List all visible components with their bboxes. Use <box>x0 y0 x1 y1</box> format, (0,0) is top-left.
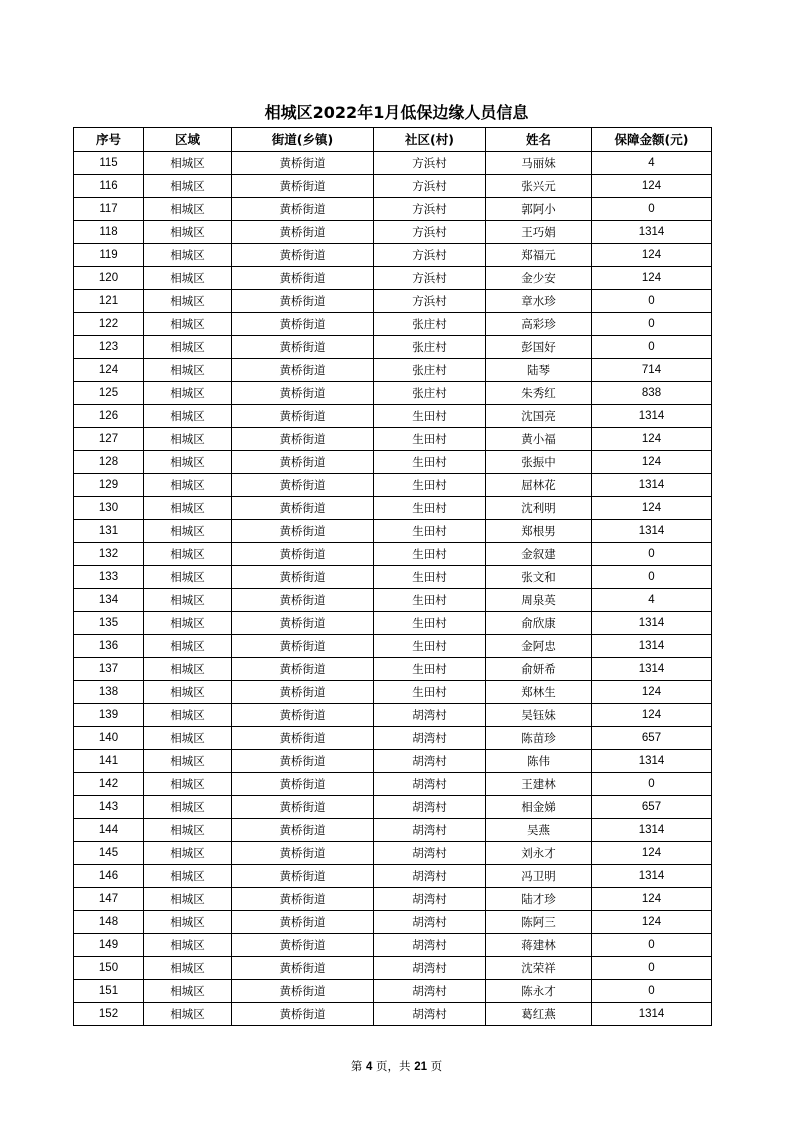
cell-seq: 149 <box>74 934 144 957</box>
page-footer <box>0 1058 793 1075</box>
cell-seq: 116 <box>74 175 144 198</box>
cell-name: 高彩珍 <box>486 313 592 336</box>
cell-seq: 145 <box>74 842 144 865</box>
table-row <box>74 543 712 566</box>
cell-district: 相城区 <box>144 842 232 865</box>
table-body <box>74 152 712 1026</box>
cell-district: 相城区 <box>144 566 232 589</box>
cell-seq: 119 <box>74 244 144 267</box>
cell-name: 彭国好 <box>486 336 592 359</box>
cell-street: 黄桥街道 <box>232 382 374 405</box>
cell-name: 王巧娟 <box>486 221 592 244</box>
cell-amount: 838 <box>592 382 712 405</box>
cell-seq: 135 <box>74 612 144 635</box>
cell-seq: 137 <box>74 658 144 681</box>
cell-community: 方浜村 <box>374 198 486 221</box>
table-row <box>74 796 712 819</box>
cell-community: 方浜村 <box>374 267 486 290</box>
cell-seq: 125 <box>74 382 144 405</box>
cell-community: 生田村 <box>374 635 486 658</box>
cell-community: 方浜村 <box>374 152 486 175</box>
cell-street: 黄桥街道 <box>232 681 374 704</box>
cell-name: 郑福元 <box>486 244 592 267</box>
cell-amount: 1314 <box>592 750 712 773</box>
cell-seq: 144 <box>74 819 144 842</box>
cell-name: 相金娣 <box>486 796 592 819</box>
cell-seq: 141 <box>74 750 144 773</box>
cell-street: 黄桥街道 <box>232 497 374 520</box>
cell-community: 生田村 <box>374 658 486 681</box>
table-row <box>74 934 712 957</box>
cell-name: 葛红燕 <box>486 1003 592 1026</box>
table-row <box>74 290 712 313</box>
cell-amount: 0 <box>592 957 712 980</box>
table-row <box>74 382 712 405</box>
cell-community: 生田村 <box>374 497 486 520</box>
cell-district: 相城区 <box>144 221 232 244</box>
cell-name: 吴钰妹 <box>486 704 592 727</box>
cell-name: 冯卫明 <box>486 865 592 888</box>
cell-street: 黄桥街道 <box>232 865 374 888</box>
cell-seq: 120 <box>74 267 144 290</box>
table-row <box>74 336 712 359</box>
cell-community: 胡湾村 <box>374 704 486 727</box>
table-row <box>74 980 712 1003</box>
cell-name: 陆才珍 <box>486 888 592 911</box>
cell-amount: 0 <box>592 336 712 359</box>
cell-seq: 131 <box>74 520 144 543</box>
cell-name: 沈荣祥 <box>486 957 592 980</box>
cell-street: 黄桥街道 <box>232 980 374 1003</box>
table-row <box>74 727 712 750</box>
table-row <box>74 359 712 382</box>
table-row <box>74 221 712 244</box>
cell-district: 相城区 <box>144 474 232 497</box>
table-row <box>74 313 712 336</box>
cell-street: 黄桥街道 <box>232 428 374 451</box>
header-community: 社区(村) <box>374 128 486 152</box>
cell-district: 相城区 <box>144 198 232 221</box>
cell-amount: 4 <box>592 589 712 612</box>
cell-street: 黄桥街道 <box>232 359 374 382</box>
cell-community: 生田村 <box>374 474 486 497</box>
cell-district: 相城区 <box>144 520 232 543</box>
cell-seq: 127 <box>74 428 144 451</box>
cell-street: 黄桥街道 <box>232 543 374 566</box>
cell-amount: 124 <box>592 175 712 198</box>
cell-district: 相城区 <box>144 865 232 888</box>
cell-seq: 151 <box>74 980 144 1003</box>
header-street: 街道(乡镇) <box>232 128 374 152</box>
table-row <box>74 842 712 865</box>
cell-amount: 4 <box>592 152 712 175</box>
table-row <box>74 152 712 175</box>
cell-community: 方浜村 <box>374 244 486 267</box>
header-seq: 序号 <box>74 128 144 152</box>
cell-amount: 1314 <box>592 635 712 658</box>
cell-seq: 147 <box>74 888 144 911</box>
cell-district: 相城区 <box>144 704 232 727</box>
table-row <box>74 773 712 796</box>
cell-amount: 124 <box>592 451 712 474</box>
cell-name: 郑根男 <box>486 520 592 543</box>
cell-amount: 1314 <box>592 865 712 888</box>
cell-street: 黄桥街道 <box>232 842 374 865</box>
cell-district: 相城区 <box>144 428 232 451</box>
cell-name: 陆琴 <box>486 359 592 382</box>
cell-seq: 118 <box>74 221 144 244</box>
cell-street: 黄桥街道 <box>232 221 374 244</box>
header-district: 区域 <box>144 128 232 152</box>
cell-name: 周泉英 <box>486 589 592 612</box>
cell-name: 陈阿三 <box>486 911 592 934</box>
table-row <box>74 451 712 474</box>
cell-street: 黄桥街道 <box>232 796 374 819</box>
cell-community: 胡湾村 <box>374 865 486 888</box>
cell-district: 相城区 <box>144 589 232 612</box>
cell-street: 黄桥街道 <box>232 658 374 681</box>
cell-district: 相城区 <box>144 934 232 957</box>
cell-name: 王建林 <box>486 773 592 796</box>
cell-seq: 117 <box>74 198 144 221</box>
table-row <box>74 704 712 727</box>
cell-street: 黄桥街道 <box>232 405 374 428</box>
cell-street: 黄桥街道 <box>232 819 374 842</box>
cell-name: 金叙建 <box>486 543 592 566</box>
cell-community: 胡湾村 <box>374 773 486 796</box>
cell-seq: 146 <box>74 865 144 888</box>
cell-amount: 124 <box>592 704 712 727</box>
cell-community: 胡湾村 <box>374 888 486 911</box>
cell-seq: 124 <box>74 359 144 382</box>
cell-amount: 124 <box>592 888 712 911</box>
cell-amount: 0 <box>592 290 712 313</box>
cell-amount: 124 <box>592 267 712 290</box>
cell-district: 相城区 <box>144 773 232 796</box>
cell-amount: 1314 <box>592 405 712 428</box>
cell-seq: 152 <box>74 1003 144 1026</box>
cell-amount: 0 <box>592 198 712 221</box>
cell-name: 沈利明 <box>486 497 592 520</box>
cell-community: 生田村 <box>374 520 486 543</box>
cell-community: 生田村 <box>374 543 486 566</box>
table-row <box>74 681 712 704</box>
cell-seq: 122 <box>74 313 144 336</box>
cell-district: 相城区 <box>144 497 232 520</box>
cell-amount: 124 <box>592 842 712 865</box>
cell-amount: 0 <box>592 773 712 796</box>
cell-district: 相城区 <box>144 451 232 474</box>
cell-seq: 138 <box>74 681 144 704</box>
cell-street: 黄桥街道 <box>232 704 374 727</box>
cell-seq: 140 <box>74 727 144 750</box>
cell-district: 相城区 <box>144 175 232 198</box>
cell-name: 郑林生 <box>486 681 592 704</box>
cell-name: 黄小福 <box>486 428 592 451</box>
cell-amount: 1314 <box>592 520 712 543</box>
roster-table <box>73 127 712 1026</box>
footer-prefix: 第 <box>350 1059 363 1073</box>
footer-middle: 页，共 <box>376 1059 411 1073</box>
table-row <box>74 497 712 520</box>
header-row <box>74 128 712 152</box>
table-row <box>74 244 712 267</box>
cell-district: 相城区 <box>144 290 232 313</box>
cell-seq: 121 <box>74 290 144 313</box>
cell-seq: 148 <box>74 911 144 934</box>
table-row <box>74 520 712 543</box>
cell-seq: 115 <box>74 152 144 175</box>
cell-name: 马丽妹 <box>486 152 592 175</box>
cell-community: 胡湾村 <box>374 727 486 750</box>
cell-seq: 126 <box>74 405 144 428</box>
cell-seq: 139 <box>74 704 144 727</box>
cell-district: 相城区 <box>144 244 232 267</box>
cell-amount: 0 <box>592 566 712 589</box>
cell-amount: 1314 <box>592 612 712 635</box>
cell-name: 张文和 <box>486 566 592 589</box>
cell-name: 朱秀红 <box>486 382 592 405</box>
cell-name: 沈国亮 <box>486 405 592 428</box>
cell-district: 相城区 <box>144 888 232 911</box>
cell-community: 胡湾村 <box>374 957 486 980</box>
cell-street: 黄桥街道 <box>232 957 374 980</box>
cell-amount: 0 <box>592 543 712 566</box>
cell-community: 生田村 <box>374 566 486 589</box>
cell-name: 蒋建林 <box>486 934 592 957</box>
cell-community: 张庄村 <box>374 336 486 359</box>
cell-name: 俞欣康 <box>486 612 592 635</box>
cell-amount: 124 <box>592 244 712 267</box>
page-title: 相城区2022年1月低保边缘人员信息 <box>264 103 529 122</box>
cell-seq: 129 <box>74 474 144 497</box>
cell-street: 黄桥街道 <box>232 934 374 957</box>
table-row <box>74 612 712 635</box>
table-row <box>74 198 712 221</box>
cell-district: 相城区 <box>144 681 232 704</box>
cell-district: 相城区 <box>144 635 232 658</box>
cell-street: 黄桥街道 <box>232 566 374 589</box>
table-row <box>74 819 712 842</box>
table-row <box>74 957 712 980</box>
cell-community: 生田村 <box>374 612 486 635</box>
table-row <box>74 658 712 681</box>
cell-district: 相城区 <box>144 750 232 773</box>
cell-community: 胡湾村 <box>374 750 486 773</box>
cell-district: 相城区 <box>144 796 232 819</box>
cell-amount: 657 <box>592 796 712 819</box>
cell-amount: 1314 <box>592 658 712 681</box>
cell-street: 黄桥街道 <box>232 750 374 773</box>
table-row <box>74 750 712 773</box>
cell-street: 黄桥街道 <box>232 451 374 474</box>
cell-street: 黄桥街道 <box>232 290 374 313</box>
cell-community: 方浜村 <box>374 175 486 198</box>
table-row <box>74 589 712 612</box>
cell-amount: 124 <box>592 911 712 934</box>
cell-community: 胡湾村 <box>374 911 486 934</box>
cell-seq: 123 <box>74 336 144 359</box>
cell-amount: 124 <box>592 497 712 520</box>
cell-name: 陈伟 <box>486 750 592 773</box>
cell-seq: 133 <box>74 566 144 589</box>
cell-street: 黄桥街道 <box>232 152 374 175</box>
cell-district: 相城区 <box>144 980 232 1003</box>
table-row <box>74 405 712 428</box>
cell-name: 金少安 <box>486 267 592 290</box>
cell-community: 方浜村 <box>374 221 486 244</box>
cell-community: 生田村 <box>374 451 486 474</box>
cell-street: 黄桥街道 <box>232 727 374 750</box>
cell-name: 刘永才 <box>486 842 592 865</box>
cell-seq: 130 <box>74 497 144 520</box>
cell-district: 相城区 <box>144 727 232 750</box>
cell-amount: 124 <box>592 681 712 704</box>
cell-community: 胡湾村 <box>374 819 486 842</box>
cell-seq: 142 <box>74 773 144 796</box>
cell-district: 相城区 <box>144 152 232 175</box>
footer-suffix: 页 <box>430 1059 443 1073</box>
cell-community: 生田村 <box>374 405 486 428</box>
cell-seq: 143 <box>74 796 144 819</box>
cell-street: 黄桥街道 <box>232 175 374 198</box>
cell-seq: 128 <box>74 451 144 474</box>
table-row <box>74 267 712 290</box>
cell-community: 胡湾村 <box>374 1003 486 1026</box>
cell-name: 俞妍希 <box>486 658 592 681</box>
header-name: 姓名 <box>486 128 592 152</box>
cell-street: 黄桥街道 <box>232 1003 374 1026</box>
cell-name: 张振中 <box>486 451 592 474</box>
footer-page-number: 4 <box>365 1061 373 1073</box>
cell-name: 章水珍 <box>486 290 592 313</box>
header-amount: 保障金额(元) <box>592 128 712 152</box>
cell-district: 相城区 <box>144 1003 232 1026</box>
cell-community: 胡湾村 <box>374 934 486 957</box>
cell-district: 相城区 <box>144 819 232 842</box>
cell-community: 胡湾村 <box>374 980 486 1003</box>
cell-community: 胡湾村 <box>374 842 486 865</box>
cell-district: 相城区 <box>144 911 232 934</box>
cell-amount: 714 <box>592 359 712 382</box>
cell-district: 相城区 <box>144 382 232 405</box>
cell-amount: 0 <box>592 934 712 957</box>
cell-amount: 1314 <box>592 819 712 842</box>
cell-seq: 150 <box>74 957 144 980</box>
cell-community: 方浜村 <box>374 290 486 313</box>
cell-street: 黄桥街道 <box>232 198 374 221</box>
table-row <box>74 566 712 589</box>
cell-district: 相城区 <box>144 336 232 359</box>
cell-community: 生田村 <box>374 589 486 612</box>
cell-street: 黄桥街道 <box>232 911 374 934</box>
cell-name: 张兴元 <box>486 175 592 198</box>
cell-amount: 0 <box>592 313 712 336</box>
cell-seq: 132 <box>74 543 144 566</box>
cell-seq: 136 <box>74 635 144 658</box>
cell-seq: 134 <box>74 589 144 612</box>
cell-district: 相城区 <box>144 612 232 635</box>
table-row <box>74 1003 712 1026</box>
cell-street: 黄桥街道 <box>232 635 374 658</box>
cell-community: 胡湾村 <box>374 796 486 819</box>
table-row <box>74 175 712 198</box>
cell-street: 黄桥街道 <box>232 612 374 635</box>
cell-community: 生田村 <box>374 681 486 704</box>
table-row <box>74 428 712 451</box>
cell-district: 相城区 <box>144 957 232 980</box>
cell-district: 相城区 <box>144 359 232 382</box>
cell-street: 黄桥街道 <box>232 888 374 911</box>
table-row <box>74 911 712 934</box>
cell-district: 相城区 <box>144 543 232 566</box>
cell-community: 生田村 <box>374 428 486 451</box>
table-row <box>74 888 712 911</box>
cell-name: 陈苗珍 <box>486 727 592 750</box>
cell-street: 黄桥街道 <box>232 267 374 290</box>
cell-name: 金阿忠 <box>486 635 592 658</box>
cell-amount: 1314 <box>592 474 712 497</box>
cell-name: 陈永才 <box>486 980 592 1003</box>
cell-district: 相城区 <box>144 313 232 336</box>
cell-amount: 1314 <box>592 221 712 244</box>
cell-name: 屈林花 <box>486 474 592 497</box>
cell-street: 黄桥街道 <box>232 589 374 612</box>
cell-district: 相城区 <box>144 405 232 428</box>
cell-district: 相城区 <box>144 658 232 681</box>
cell-community: 张庄村 <box>374 359 486 382</box>
cell-street: 黄桥街道 <box>232 474 374 497</box>
table-row <box>74 635 712 658</box>
cell-amount: 657 <box>592 727 712 750</box>
cell-street: 黄桥街道 <box>232 336 374 359</box>
cell-district: 相城区 <box>144 267 232 290</box>
cell-street: 黄桥街道 <box>232 773 374 796</box>
cell-street: 黄桥街道 <box>232 313 374 336</box>
cell-name: 吴燕 <box>486 819 592 842</box>
cell-street: 黄桥街道 <box>232 520 374 543</box>
footer-total-pages: 21 <box>414 1061 427 1073</box>
table-row <box>74 474 712 497</box>
cell-amount: 124 <box>592 428 712 451</box>
cell-community: 张庄村 <box>374 382 486 405</box>
cell-street: 黄桥街道 <box>232 244 374 267</box>
cell-community: 张庄村 <box>374 313 486 336</box>
cell-amount: 1314 <box>592 1003 712 1026</box>
cell-amount: 0 <box>592 980 712 1003</box>
cell-name: 郭阿小 <box>486 198 592 221</box>
table-row <box>74 865 712 888</box>
